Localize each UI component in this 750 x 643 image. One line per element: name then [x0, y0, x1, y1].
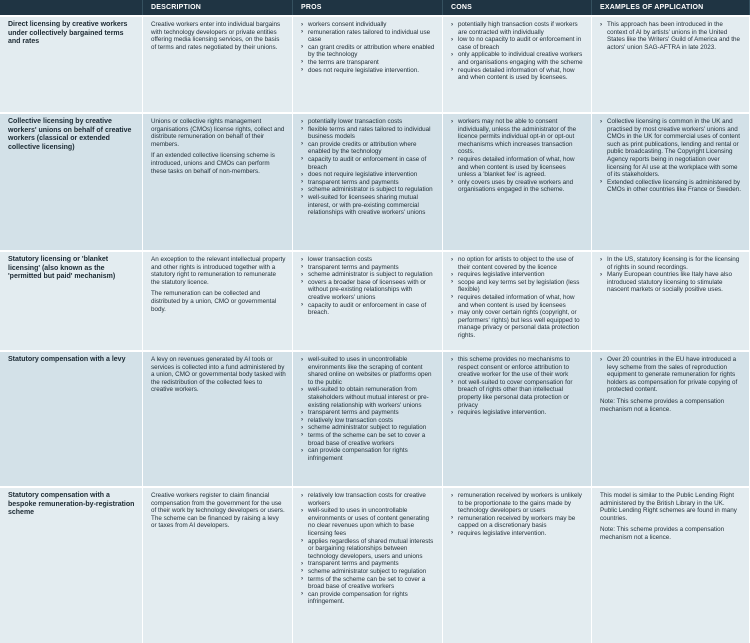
description-cell [143, 112, 293, 250]
description-cell [143, 486, 293, 643]
description-paragraph: The remuneration can be collected and distributed by a union, CMO or governmental body. [151, 290, 277, 313]
cons-cell [443, 15, 592, 112]
examples-cell [592, 486, 750, 643]
example-item: › Collective licensing is common in the UK and practised by most creative workers' unions and CMOs in the UK for commercial uses of content such as print publications, lending and rental or public broadcasting. The Copyright Licensing Agency reports being in negotiation over licensing for AI use at the workplace with some of its stakeholders. [600, 118, 743, 179]
description-cell [143, 15, 293, 112]
examples-cell [592, 15, 750, 112]
cons-item: › requires detailed information of what, how and when content is used by licensees. [451, 67, 585, 82]
header-cons: CONS [443, 0, 592, 15]
pros-item: › flexible terms and rates tailored to individual business models [301, 126, 436, 141]
pros-item: › terms of the scheme can be set to cover a broad base of creative workers [301, 576, 436, 591]
cons-cell [443, 112, 592, 250]
example-note: Note: This scheme provides a compensation mechanism not a licence. [600, 397, 725, 413]
pros-item: › scheme administrator subject to regulation [301, 424, 436, 432]
example-note: Note: This scheme provides a compensation mechanism not a licence. [600, 526, 725, 541]
cons-item: › no option for artists to object to the use of their content covered by the licence [451, 256, 585, 271]
pros-item: › capacity to audit or enforcement in case of breach [301, 156, 436, 171]
pros-cell [293, 350, 443, 486]
pros-item: › can provide credits or attribution where enabled by the technology [301, 141, 436, 156]
header-pros: PROS [293, 0, 443, 15]
cons-item: › only covers uses by creative workers and organisations engaged in the scheme. [451, 179, 585, 194]
cons-item: › workers may not be able to consent individually, unless the administrator of the licence permits individual opt-in or opt-out mechanisms which increases transaction costs. [451, 118, 585, 156]
example-item: › Over 20 countries in the EU have introduced a levy scheme from the sales of reproduction equipment to generate remuneration for rights holders as compensation for private copying of protected content. [600, 356, 743, 394]
cons-item: › requires legislative intervention. [451, 409, 585, 417]
examples-cell [592, 250, 750, 350]
description-paragraph: A levy on revenues generated by AI tools or services is collected into a fund administered by a union, CMO or governmental body tasked with the redistribution of the collected fees to creative workers. [151, 356, 286, 394]
pros-item: › transparent terms and payments [301, 179, 436, 187]
pros-cell [293, 112, 443, 250]
row-title: Statutory compensation with a levy [0, 350, 143, 486]
header-examples: EXAMPLES OF APPLICATION [592, 0, 750, 15]
cons-item: › potentially high transaction costs if workers are contracted with individually [451, 21, 585, 36]
pros-cell [293, 486, 443, 643]
row-title: Statutory licensing or 'blanket licensing' (also known as the 'permitted but paid' mechanism) [0, 250, 143, 350]
pros-item: › relatively low transaction costs for creative workers [301, 492, 436, 507]
pros-item: › well-suited to uses in uncontrollable environments or uses of content generating no clear revenues upon which to base licensing fees [301, 507, 436, 537]
cons-item: › may only cover certain rights (copyright, or performers' rights) but less well equipped to manage privacy or personal data protection rights. [451, 309, 585, 339]
pros-item: › terms of the scheme can be set to cover a broad base of creative workers [301, 432, 436, 447]
header-blank [0, 0, 143, 15]
description-paragraph: An exception to the relevant intellectual property and other rights is introduced together with a statutory right to remuneration to remunerate the statutory licence. [151, 256, 286, 286]
example-note: This model is similar to the Public Lending Right administered by the British Library in the UK. Public Lending Right schemes are found in many countries. [600, 492, 737, 522]
cons-item-list [451, 356, 585, 417]
pros-item: › relatively low transaction costs [301, 417, 436, 425]
cons-item: › scope and key terms set by legislation (less flexible) [451, 279, 585, 294]
pros-item-list [301, 492, 436, 606]
pros-item: › covers a broader base of licensees with or without pre-existing relationships with creative workers' unions [301, 279, 436, 302]
example-item: › This approach has been introduced in the context of AI by artists' unions in the United States like the Writers' Guild of America and the actors' union SAG-AFTRA in late 2023. [600, 21, 743, 51]
row-title: Collective licensing by creative workers' unions on behalf of creative workers (classical or extended collective licensing) [0, 112, 143, 250]
cons-item: › requires detailed information of what, how and when content is used by licensees [451, 294, 585, 309]
description-cell [143, 250, 293, 350]
description-cell [143, 350, 293, 486]
cons-item: › requires legislative intervention [451, 271, 585, 279]
header-description: DESCRIPTION [143, 0, 293, 15]
pros-item: › lower transaction costs [301, 256, 436, 264]
example-item: › Many European countries like Italy have also introduced statutory licensing to stimulate nascent markets or socially positive uses. [600, 271, 743, 294]
cons-item: › this scheme provides no mechanisms to respect consent or enforce attribution to creative worker for the use of their work [451, 356, 585, 379]
pros-item: › well-suited to obtain remuneration from stakeholders without mutual interest or pre-existing relationship with workers' unions [301, 386, 436, 409]
cons-cell [443, 486, 592, 643]
pros-item: › well-suited for licensees sharing mutual interest, or with pre-existing commercial relationships with creative workers' unions [301, 194, 436, 217]
pros-item: › workers consent individually [301, 21, 436, 29]
pros-item: › applies regardless of shared mutual interests or bargaining relationships between technology developers, users and unions [301, 538, 436, 561]
cons-item: › requires detailed information of what, how and when content is used by licensees unless a 'blanket fee' is agreed. [451, 156, 585, 179]
cons-item-list [451, 492, 585, 538]
cons-item-list [451, 118, 585, 194]
pros-item: › does not require legislative intervention. [301, 67, 436, 75]
row-title: Statutory compensation with a bespoke remuneration-by-registration scheme [0, 486, 143, 643]
example-item: › Extended collective licensing is administered by CMOs in other countries like France or Sweden. [600, 179, 743, 194]
pros-item-list [301, 356, 436, 462]
pros-item: › does not require legislative intervention [301, 171, 436, 179]
pros-item: › capacity to audit or enforcement in case of breach. [301, 302, 436, 317]
cons-item: › not well-suited to cover compensation for breach of rights other than intellectual property like personal data protection or privacy [451, 379, 585, 409]
cons-cell [443, 350, 592, 486]
cons-item-list [451, 21, 585, 82]
pros-item: › transparent terms and payments [301, 264, 436, 272]
pros-item: › can provide compensation for rights infringement. [301, 591, 436, 606]
pros-item: › can provide compensation for rights infringement [301, 447, 436, 462]
pros-item: › can grant credits or attribution where enabled by the technology [301, 44, 436, 59]
cons-item: › requires legislative intervention. [451, 530, 585, 538]
pros-item-list [301, 21, 436, 74]
example-item-list [600, 256, 743, 294]
pros-item: › scheme administrator subject to regulation [301, 568, 436, 576]
row-title: Direct licensing by creative workers under collectively bargained terms and rates [0, 15, 143, 112]
cons-item-list [451, 256, 585, 340]
pros-item: › transparent terms and payments [301, 560, 436, 568]
pros-item: › scheme administrator is subject to regulation [301, 186, 436, 194]
pros-item: › well-suited to uses in uncontrollable environments like the scraping of content shared online on websites or platforms open to the public [301, 356, 436, 386]
pros-item-list [301, 118, 436, 217]
examples-cell [592, 350, 750, 486]
pros-item: › transparent terms and payments [301, 409, 436, 417]
pros-item: › the terms are transparent [301, 59, 436, 67]
pros-cell [293, 250, 443, 350]
example-item-list [600, 21, 743, 51]
examples-cell [592, 112, 750, 250]
pros-item-list [301, 256, 436, 317]
example-item-list [600, 118, 743, 194]
description-paragraph: If an extended collective licensing scheme is introduced, unions and CMOs can perform these tasks on behalf of non-members. [151, 152, 275, 175]
pros-item: › remuneration rates tailored to individual use case [301, 29, 436, 44]
description-paragraph: Unions or collective rights management organisations (CMOs) license rights, collect and distribute remuneration on behalf of their members. [151, 118, 285, 148]
pros-item: › scheme administrator is subject to regulation [301, 271, 436, 279]
description-paragraph: Creative workers enter into individual bargains with technology developers or private entities offering media licensing services, on the basis of terms and rates negotiated by their unions. [151, 21, 281, 51]
cons-item: › only applicable to individual creative workers and organisations engaging with the scheme [451, 51, 585, 66]
pros-cell [293, 15, 443, 112]
cons-item: › remuneration received by workers is unlikely to be proportionate to the gains made by technology developers or users [451, 492, 585, 515]
cons-item: › low to no capacity to audit or enforcement in case of breach [451, 36, 585, 51]
example-item: › In the US, statutory licensing is for the licensing of rights in sound recordings. [600, 256, 743, 271]
pros-item: › potentially lower transaction costs [301, 118, 436, 126]
example-item-list [600, 356, 743, 394]
description-paragraph: Creative workers register to claim financial compensation from the government for the use of their work by technology developers or users. The scheme can be financed by raising a levy or taxes from AI developers. [151, 492, 285, 530]
cons-item: › remuneration received by workers may be capped on a discretionary basis [451, 515, 585, 530]
cons-cell [443, 250, 592, 350]
